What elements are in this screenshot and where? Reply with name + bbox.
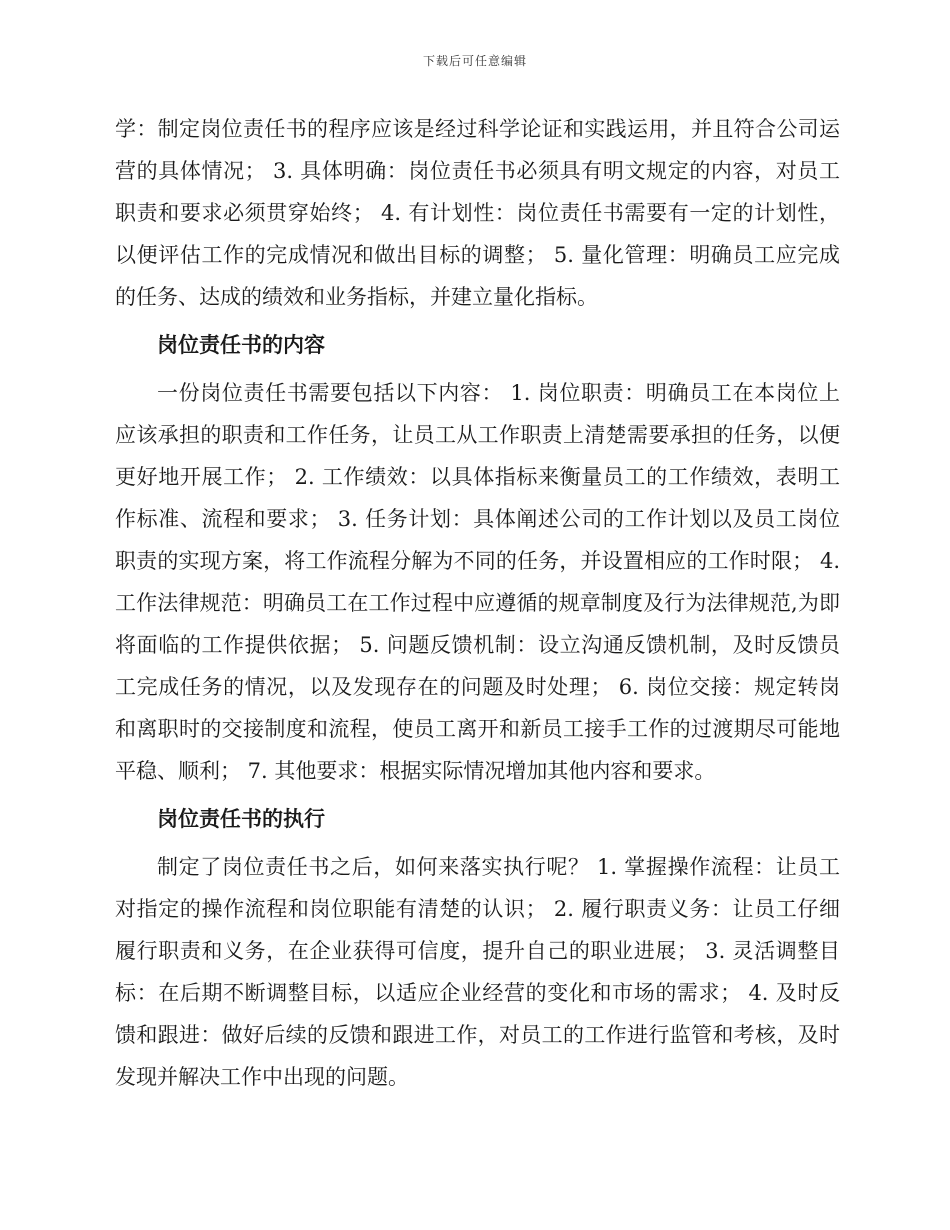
execution-section-heading: 岗位责任书的执行: [157, 806, 325, 831]
content-section-paragraph: 一份岗位责任书需要包括以下内容： 1. 岗位职责：明确员工在本岗位上应该承担的职责和工作任务，让员工从工作职责上清楚需要承担的任务，以便更好地开展工作； 2. 工作绩效：以具体指标来衡量员工的工作绩效，表明工作标准、流程和要求； 3. 任务计划：具体阐述公司的工作计划以及员工岗位职责的实现方案，将工作流程分解为不同的任务，并设置相应的工作时限； 4. 工作法律规范：明确员工在工作过程中应遵循的规章制度及行为法律规范,为即将面临的工作提供依据； 5. 问题反馈机制：设立沟通反馈机制，及时反馈员工完成任务的情况，以及发现存在的问题及时处理； 6. 岗位交接：规定转岗和离职时的交接制度和流程，使员工离开和新员工接手工作的过渡期尽可能地平稳、顺利； 7. 其他要求：根据实际情况增加其他内容和要求。: [115, 381, 840, 783]
intro-continued-paragraph: 学：制定岗位责任书的程序应该是经过科学论证和实践运用，并且符合公司运营的具体情况； 3. 具体明确：岗位责任书必须具有明文规定的内容，对员工职责和要求必须贯穿始终； 4. 有计划性：岗位责任书需要有一定的计划性，以便评估工作的完成情况和做出目标的调整； 5. 量化管理：明确员工应完成的任务、达成的绩效和业务指标，并建立量化指标。: [115, 117, 840, 309]
page-header: 下载后可任意编辑: [422, 54, 527, 68]
execution-section-paragraph: 制定了岗位责任书之后，如何来落实执行呢？ 1. 掌握操作流程：让员工对指定的操作流程和岗位职能有清楚的认识； 2. 履行职责义务：让员工仔细履行职责和义务，在企业获得可信度，提升自己的职业进展； 3. 灵活调整目标：在后期不断调整目标，以适应企业经营的变化和市场的需求； 4. 及时反馈和跟进：做好后续的反馈和跟进工作，对员工的工作进行监管和考核，及时发现并解决工作中出现的问题。: [115, 855, 840, 1089]
content-section-heading: 岗位责任书的内容: [157, 332, 325, 357]
document-body: [115, 108, 840, 1098]
